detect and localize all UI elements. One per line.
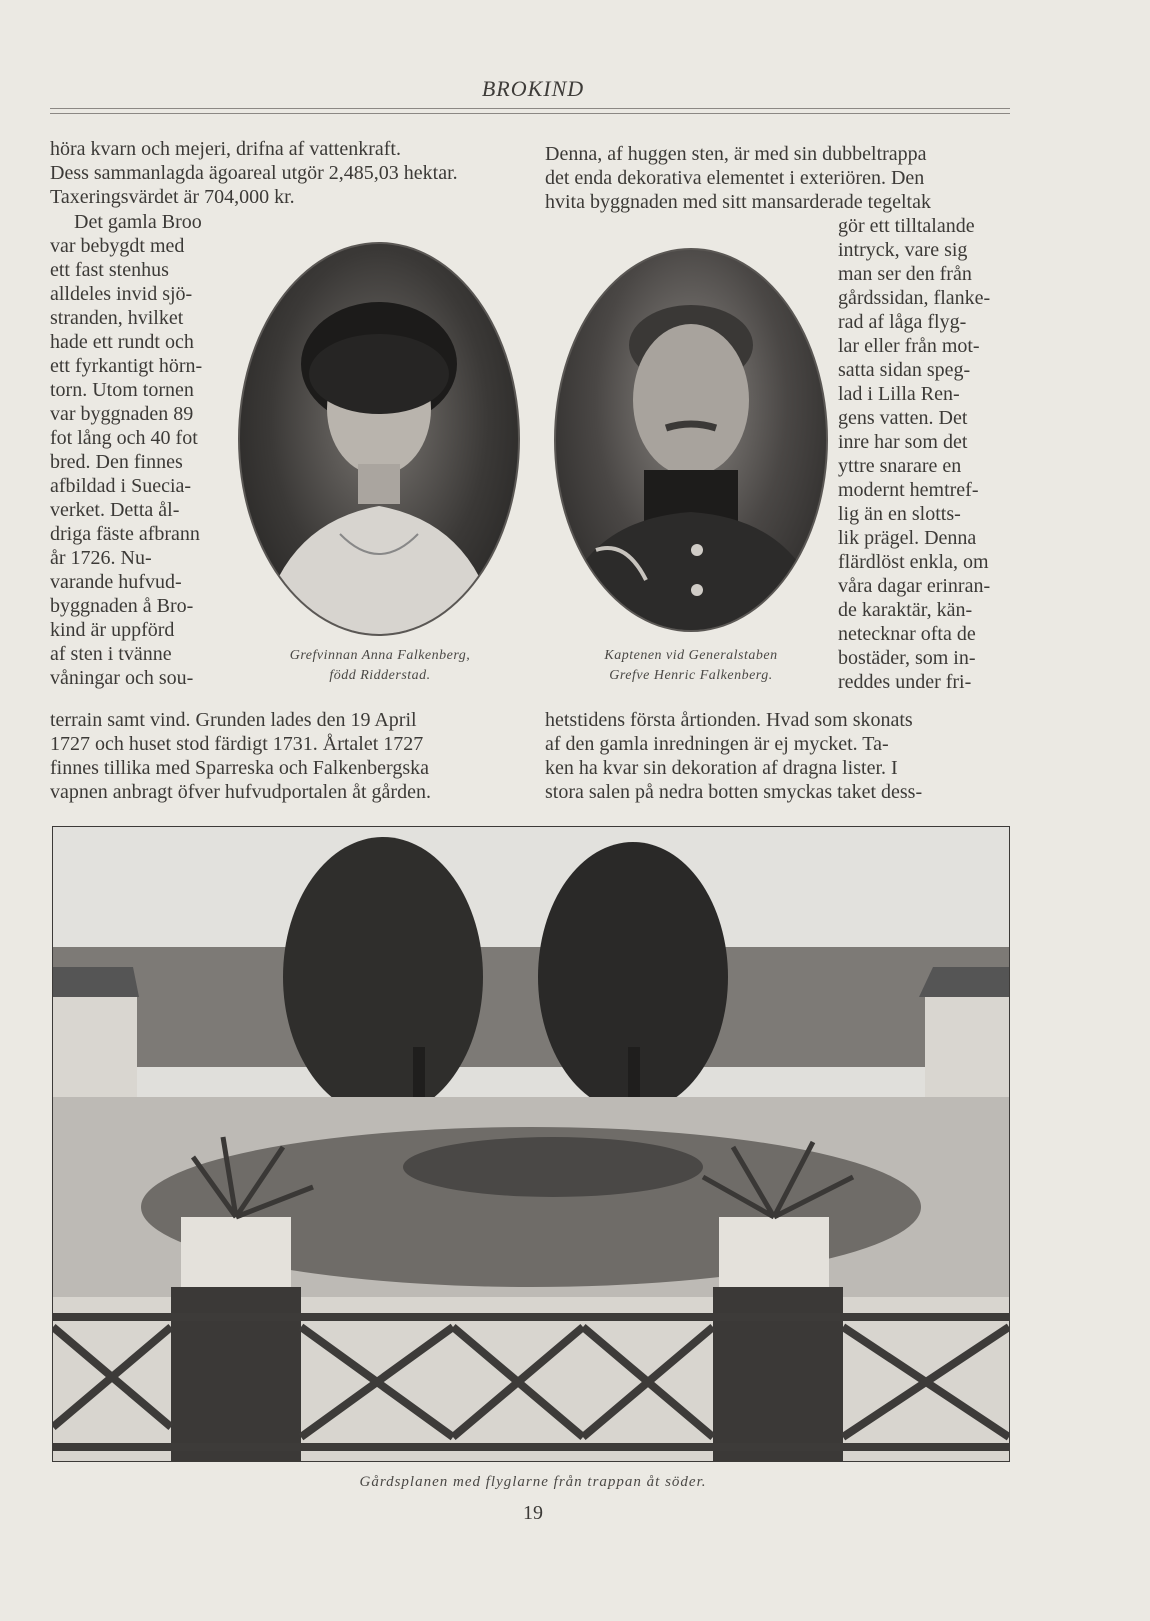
text-line: torn. Utom tornen	[50, 379, 194, 401]
text-line: byggnaden å Bro-	[50, 595, 194, 617]
text-line: ett fast stenhus	[50, 259, 169, 281]
text-line: de karaktär, kän-	[838, 599, 973, 621]
courtyard-caption: Gårdsplanen med flyglarne från trappan åt söder.	[359, 1474, 707, 1490]
page-number: 19	[523, 1502, 543, 1524]
text-line: hetstidens första årtionden. Hvad som skonats	[545, 709, 913, 731]
text-line: lar eller från mot-	[838, 335, 980, 357]
text-line: Dess sammanlagda ägoareal utgör 2,485,03 hektar.	[50, 162, 458, 184]
text-line: af den gamla inredningen är ej mycket. Ta-	[545, 733, 889, 755]
text-line: finnes tillika med Sparreska och Falkenbergska	[50, 757, 429, 779]
text-line: varande hufvud-	[50, 571, 182, 593]
portrait-captain-caption	[566, 646, 816, 686]
header-rule-bottom	[50, 113, 1010, 114]
text-line: Taxeringsvärdet är 704,000 kr.	[50, 186, 295, 208]
text-line: man ser den från	[838, 263, 972, 285]
text-line: gens vatten. Det	[838, 407, 968, 429]
portrait-man-figure	[556, 250, 826, 630]
text-line: bostäder, som in-	[838, 647, 976, 669]
text-line: stranden, hvilket	[50, 307, 184, 329]
page-header: BROKIND	[481, 76, 585, 101]
text-line: driga fäste afbrann	[50, 523, 200, 545]
text-line: våra dagar erinran-	[838, 575, 991, 597]
text-line: gör ett tilltalande	[838, 215, 975, 237]
text-line: af sten i tvänne	[50, 643, 172, 665]
text-line: var bebygdt med	[50, 235, 185, 257]
text-line: lik prägel. Denna	[838, 527, 977, 549]
text-line: terrain samt vind. Grunden lades den 19 April	[50, 709, 417, 731]
text-line: kind är uppförd	[50, 619, 175, 641]
text-line: hvita byggnaden med sitt mansarderade tegeltak	[545, 191, 931, 213]
caption-line: Grefvinnan Anna Falkenberg,	[289, 648, 471, 663]
text-line: flärdlöst enkla, om	[838, 551, 989, 573]
text-line: år 1726. Nu-	[50, 547, 152, 569]
header-rule-top	[50, 108, 1010, 109]
text-line: satta sidan speg-	[838, 359, 971, 381]
text-line: fot lång och 40 fot	[50, 427, 198, 449]
text-line: modernt hemtref-	[838, 479, 979, 501]
text-line: rad af låga flyg-	[838, 311, 967, 333]
text-line: var byggnaden 89	[50, 403, 194, 425]
portrait-woman-figure	[240, 244, 518, 634]
courtyard-photo	[52, 826, 1010, 1462]
text-line: ett fyrkantigt hörn-	[50, 355, 203, 377]
portrait-countess-caption	[255, 646, 505, 686]
text-line: ken ha kvar sin dekoration af dragna lister. I	[545, 757, 898, 779]
text-line: Denna, af huggen sten, är med sin dubbeltrappa	[545, 143, 927, 165]
text-line: reddes under fri-	[838, 671, 972, 693]
text-line: Det gamla Broo	[74, 211, 202, 233]
text-line: intryck, vare sig	[838, 239, 968, 261]
caption-line: Grefve Henric Falkenberg.	[609, 668, 773, 683]
text-line: lad i Lilla Ren-	[838, 383, 960, 405]
text-line: höra kvarn och mejeri, drifna af vattenkraft.	[50, 138, 401, 160]
text-line: verket. Detta ål-	[50, 499, 180, 521]
portrait-countess-photo	[238, 242, 520, 636]
text-line: vapnen anbragt öfver hufvudportalen åt gården.	[50, 781, 431, 803]
text-line: stora salen på nedra botten smyckas taket dess-	[545, 781, 923, 803]
text-line: netecknar ofta de	[838, 623, 976, 645]
text-line: 1727 och huset stod färdigt 1731. Årtalet 1727	[50, 733, 424, 755]
text-line: gårdssidan, flanke-	[838, 287, 991, 309]
text-line: yttre snarare en	[838, 455, 962, 477]
text-line: våningar och sou-	[50, 667, 194, 689]
text-line: lig än en slotts-	[838, 503, 961, 525]
text-line: det enda dekorativa elementet i exteriören. Den	[545, 167, 925, 189]
caption-line: Kaptenen vid Generalstaben	[604, 648, 778, 663]
courtyard-scene	[53, 827, 1009, 1461]
text-line: alldeles invid sjö-	[50, 283, 193, 305]
text-line: inre har som det	[838, 431, 968, 453]
text-line: bred. Den finnes	[50, 451, 183, 473]
caption-line: född Ridderstad.	[329, 668, 431, 683]
text-line: hade ett rundt och	[50, 331, 194, 353]
portrait-captain-photo	[554, 248, 828, 632]
text-line: afbildad i Suecia-	[50, 475, 192, 497]
